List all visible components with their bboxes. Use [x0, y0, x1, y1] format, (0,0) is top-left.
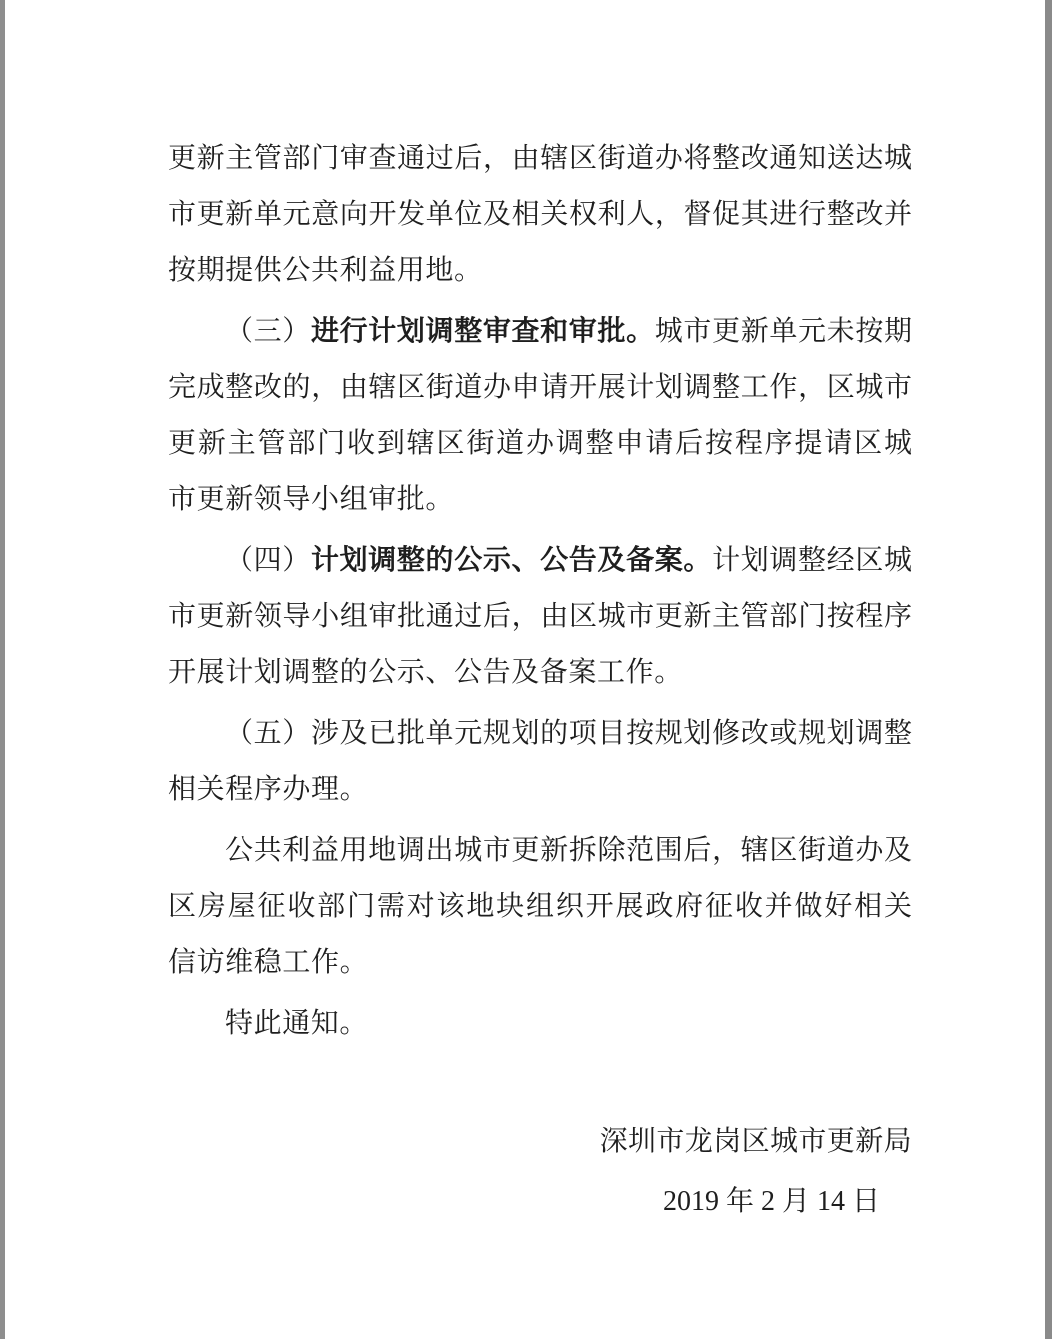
document-body [168, 130, 912, 1051]
issuer-name: 深圳市龙岗区城市更新局 [599, 1124, 912, 1157]
item-number: （五） [225, 716, 311, 749]
text-line: 完成整改的，由辖区街道办申请开展计划调整工作，区城市 [168, 370, 912, 403]
text-line: 市更新领导小组审批。 [168, 482, 455, 515]
text-line: 信访维稳工作。 [168, 945, 369, 978]
closing-paragraph [168, 995, 912, 1051]
item-4-paragraph [168, 532, 912, 700]
item-3-paragraph [168, 303, 912, 527]
text-line: 市更新领导小组审批通过后，由区城市更新主管部门按程序 [168, 599, 912, 632]
text-line: 按期提供公共利益用地。 [168, 253, 483, 286]
item-number: （三） [225, 314, 311, 347]
text-line: 相关程序办理。 [168, 772, 369, 805]
text-line: 更新主管部门审查通过后，由辖区街道办将整改通知送达城 [168, 141, 912, 174]
text-line [168, 303, 912, 359]
closing-remark: 特此通知。 [225, 1006, 369, 1039]
item-number: （四） [225, 543, 311, 576]
text-line: 更新主管部门收到辖区街道办调整申请后按程序提请区城 [168, 426, 912, 459]
item-text: 城市更新单元未按期 [654, 314, 912, 347]
page-left-edge [0, 0, 5, 1339]
item-text: 涉及已批单元规划的项目按规划修改或规划调整 [310, 716, 912, 749]
text-line: 市更新单元意向开发单位及相关权利人，督促其进行整改并 [168, 197, 912, 230]
item-heading: 进行计划调整审查和审批。 [310, 314, 655, 347]
paragraph-continuation [168, 130, 912, 298]
item-text: 计划调整经区城 [712, 543, 912, 576]
text-line: 公共利益用地调出城市更新拆除范围后，辖区街道办及 [225, 833, 912, 866]
paragraph-land-transfer [168, 822, 912, 990]
page-right-edge [1045, 0, 1052, 1339]
text-line [168, 532, 912, 588]
text-line: 区房屋征收部门需对该地块组织开展政府征收并做好相关 [168, 889, 912, 922]
item-heading: 计划调整的公示、公告及备案。 [310, 543, 713, 576]
item-5-paragraph [168, 705, 912, 817]
issue-date: 2019 年 2 月 14 日 [662, 1186, 880, 1217]
text-line [168, 705, 912, 761]
text-line: 开展计划调整的公示、公告及备案工作。 [168, 655, 683, 688]
